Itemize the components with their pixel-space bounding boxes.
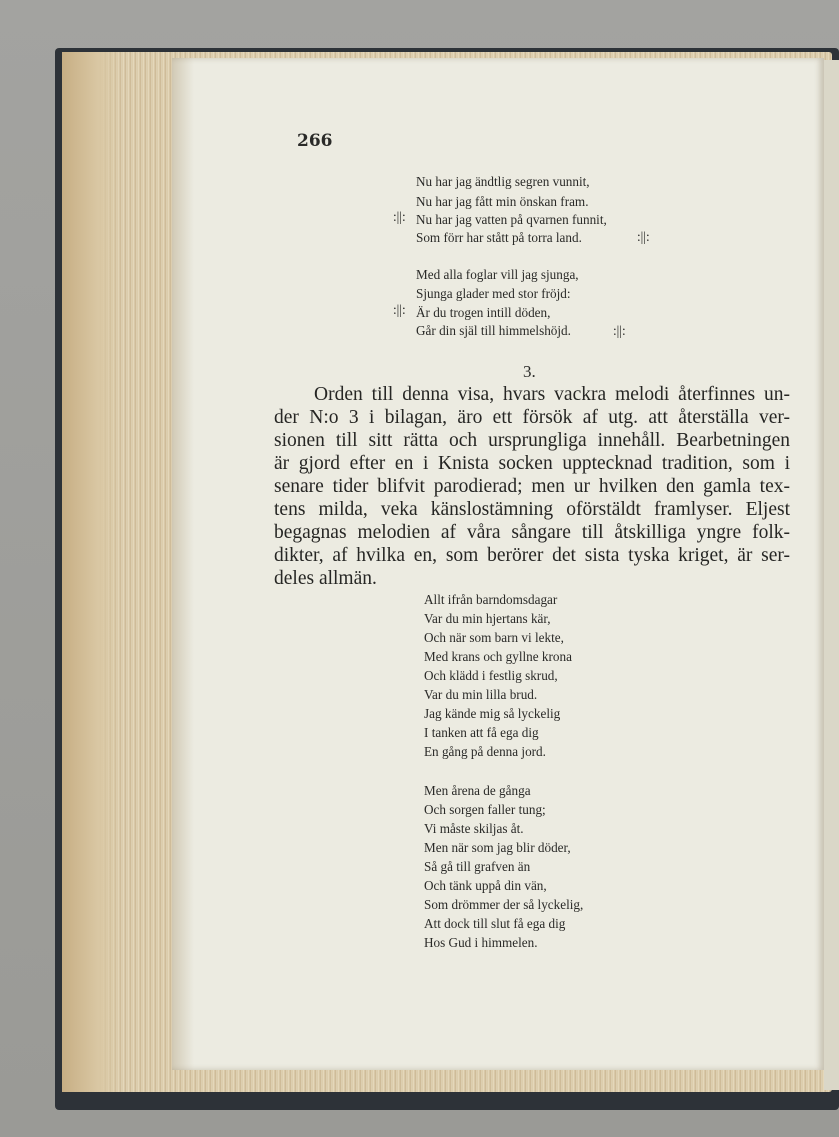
song-line: Jag kände mig så lyckelig — [424, 706, 561, 721]
paragraph-line: Orden till denna visa, hvars vackra melodi återfinnes un- — [314, 384, 790, 405]
page-number: 266 — [297, 131, 333, 151]
song-line: Och klädd i festlig skrud, — [424, 668, 558, 683]
repeat-sign-close: :||: — [637, 229, 650, 244]
song-line: Och tänk uppå din vän, — [424, 878, 547, 893]
verse-line: Nu har jag fått min önskan fram. — [416, 194, 589, 209]
repeat-sign-open: :||: — [393, 302, 406, 317]
song-line: Att dock till slut få ega dig — [424, 916, 566, 931]
song-line: Var du min lilla brud. — [424, 687, 538, 702]
verse-line: Nu har jag ändtlig segren vunnit, — [416, 174, 590, 189]
verse-line: Går din själ till himmelshöjd. — [416, 323, 571, 338]
song-line: Och sorgen faller tung; — [424, 802, 546, 817]
paragraph-line: är gjord efter en i Knista socken upptecknad tradition, som i — [274, 453, 790, 474]
song-line: Så gå till grafven än — [424, 859, 531, 874]
repeat-sign-open: :||: — [393, 209, 406, 224]
song-line: Med krans och gyllne krona — [424, 649, 572, 664]
song-line: Och när som barn vi lekte, — [424, 630, 564, 645]
song-line: Allt ifrån barndomsdagar — [424, 592, 558, 607]
song-line: Som drömmer der så lyckelig, — [424, 897, 584, 912]
paragraph-line: begagnas melodien af våra sångare till åtskilliga yngre folk- — [274, 522, 790, 543]
song-line: Men när som jag blir döder, — [424, 840, 571, 855]
verse-line: Med alla foglar vill jag sjunga, — [416, 267, 579, 282]
verse-line: Är du trogen intill döden, — [416, 305, 551, 320]
paragraph-line: senare tider blifvit parodierad; men ur hvilken den gamla tex- — [274, 476, 790, 497]
song-line: Var du min hjertans kär, — [424, 611, 551, 626]
paragraph-line: tens milda, veka känslostämning oförstäldt framlyser. Eljest — [274, 499, 790, 520]
song-line: En gång på denna jord. — [424, 744, 546, 759]
paragraph-line: dikter, af hvilka en, som berörer det sista tyska kriget, är ser- — [274, 545, 790, 566]
song-line: I tanken att få ega dig — [424, 725, 539, 740]
page-gutter-shadow — [172, 58, 194, 1070]
paragraph-line: deles allmän. — [274, 568, 377, 589]
repeat-sign-close: :||: — [613, 323, 626, 338]
spine-shadow — [62, 52, 122, 1092]
verse-line: Sjunga glader med stor fröjd: — [416, 286, 571, 301]
paragraph-line: der N:o 3 i bilagan, äro ett försök af utg. att återställa ver- — [274, 407, 790, 428]
verse-line: Nu har jag vatten på qvarnen funnit, — [416, 212, 607, 227]
paragraph-line: sionen till sitt rätta och ursprungliga innehåll. Bearbetningen — [274, 430, 790, 451]
facing-page-edge — [824, 60, 839, 1090]
song-line: Vi måste skiljas åt. — [424, 821, 524, 836]
section-number: 3. — [523, 362, 536, 381]
song-line: Men årena de gånga — [424, 783, 531, 798]
verse-line: Som förr har stått på torra land. — [416, 230, 582, 245]
song-line: Hos Gud i himmelen. — [424, 935, 538, 950]
